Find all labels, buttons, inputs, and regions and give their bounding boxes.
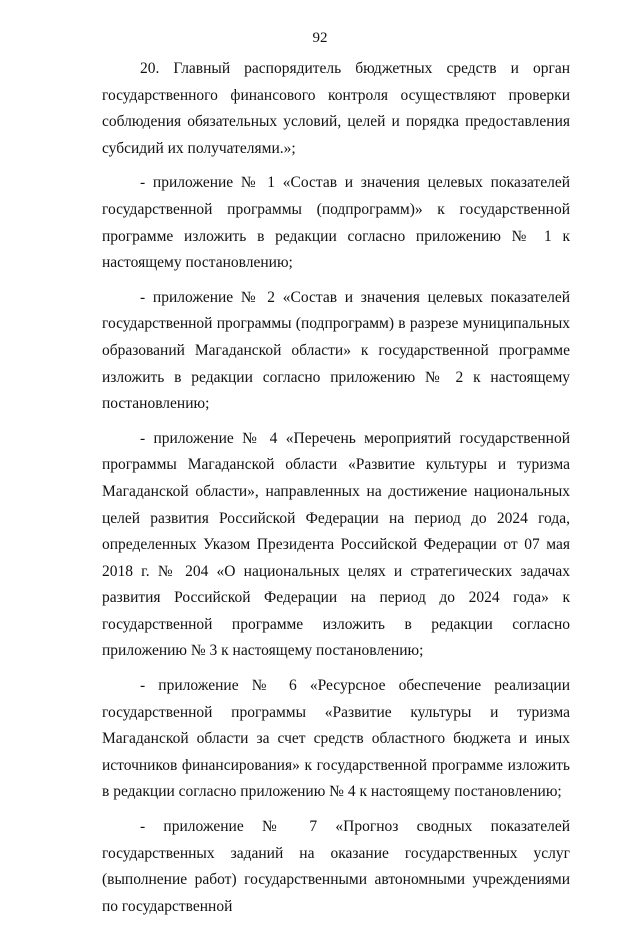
paragraph-appendix-4: - приложение № 4 «Перечень мероприятий государственной программы Магаданской области «Развитие культуры и туризма Магаданской области», направленных на достижение национальных целей развития Российской Федерации на период до 2024 года, определенных Указом Президента Российской Федерации от 07 мая 2018 г. № 204 «О национальных целях и стратегических задачах развития Российской Федерации на период до 2024 года» к государственной программе изложить в редакции согласно приложению № 3 к настоящему постановлению; bbox=[102, 429, 570, 660]
paragraph-appendix-6: - приложение № 6 «Ресурсное обеспечение реализации государственной программы «Развитие культуры и туризма Магаданской области за счет средств областного бюджета и иных источников финансирования» к государственной программе изложить в редакции согласно приложению № 4 к настоящему постановлению; bbox=[102, 677, 570, 801]
document-body bbox=[102, 56, 570, 928]
page-number: 92 bbox=[312, 30, 328, 46]
paragraph-appendix-2: - приложение № 2 «Состав и значения целевых показателей государственной программы (подпрограмм) в разрезе муниципальных образований Магаданской области» к государственной программе изложить в редакции согласно приложению № 2 к настоящему постановлению; bbox=[102, 288, 570, 413]
paragraph-appendix-7: - приложение № 7 «Прогноз сводных показателей государственных заданий на оказание государственных услуг (выполнение работ) государственными автономными учреждениями по государственной bbox=[102, 818, 570, 915]
paragraph-item-20: 20. Главный распорядитель бюджетных средств и орган государственного финансового контроля осуществляют проверки соблюдения обязательных условий, целей и порядка предоставления субсидий их получателями.»; bbox=[102, 60, 570, 157]
paragraph-appendix-1: - приложение № 1 «Состав и значения целевых показателей государственной программы (подпрограмм)» к государственной программе изложить в редакции согласно приложению № 1 к настоящему постановлению; bbox=[102, 174, 570, 272]
